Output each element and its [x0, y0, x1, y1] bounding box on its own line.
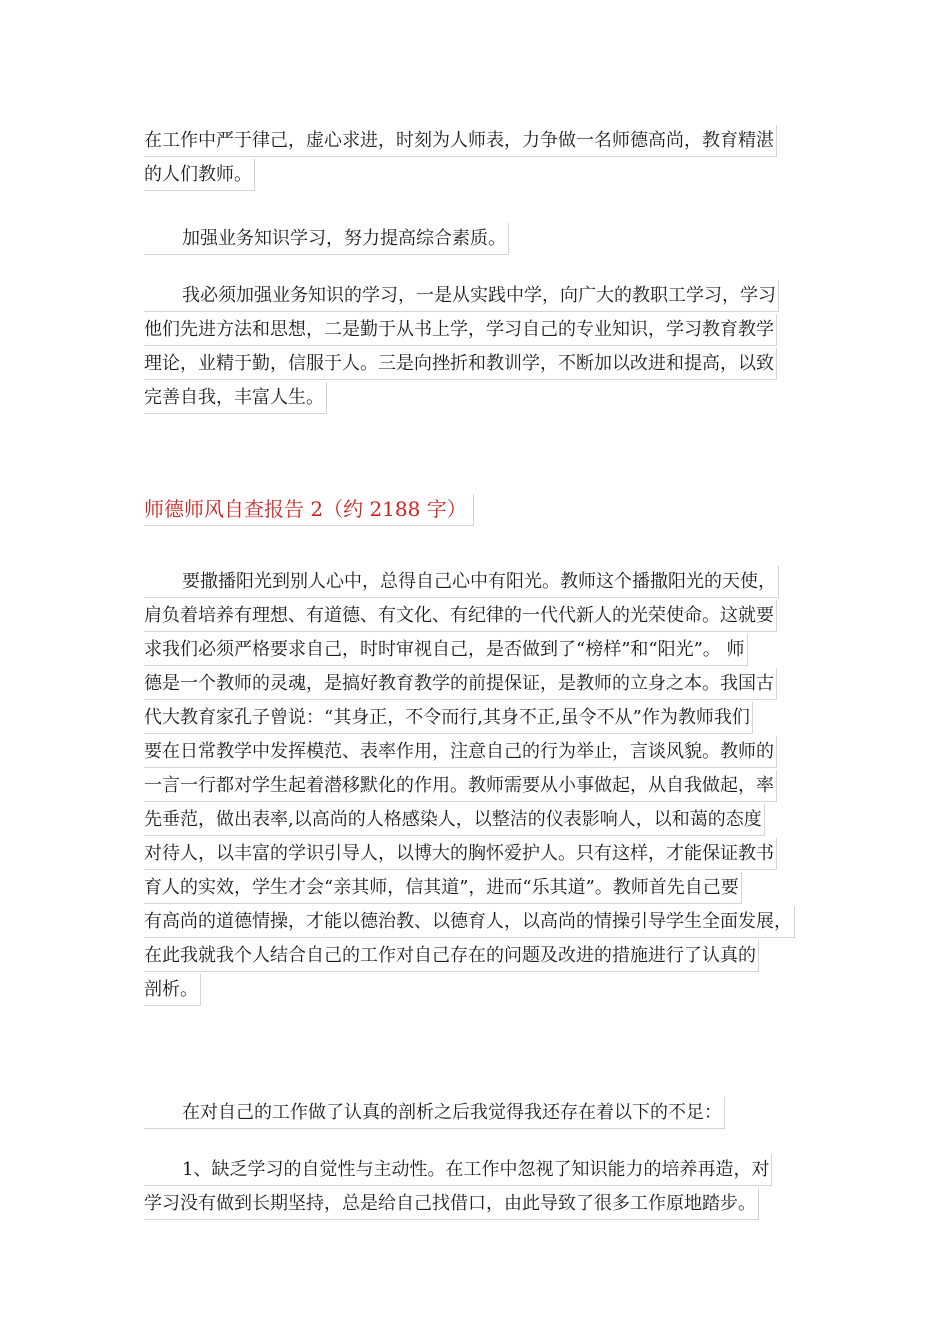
text-line: 在对自己的工作做了认真的剖析之后我觉得我还存在着以下的不足：: [144, 1096, 814, 1130]
text-line: 加强业务知识学习，努力提高综合素质。: [144, 222, 814, 256]
paragraph-6: [144, 1153, 814, 1221]
text-line: 对待人，以丰富的学识引导人，以博大的胸怀爱护人。只有这样，才能保证教书: [144, 837, 814, 871]
paragraph-3: [144, 279, 814, 415]
text-line: 在此我就我个人结合自己的工作对自己存在的问题及改进的措施进行了认真的: [144, 939, 814, 973]
text-line: 剖析。: [144, 973, 814, 1007]
text-line: 一言一行都对学生起着潜移默化的作用。教师需要从小事做起，从自我做起，率: [144, 769, 814, 803]
text-line: 理论，业精于勤，信服于人。三是向挫折和教训学，不断加以改进和提高，以致: [144, 347, 814, 381]
text-line: 德是一个教师的灵魂，是搞好教育教学的前提保证，是教师的立身之本。我国古: [144, 667, 814, 701]
paragraph-4: [144, 565, 814, 1007]
text-line: 学习没有做到长期坚持，总是给自己找借口，由此导致了很多工作原地踏步。: [144, 1187, 814, 1221]
text-line: 的人们教师。: [144, 158, 814, 192]
text-line: 我必须加强业务知识的学习，一是从实践中学，向广大的教职工学习，学习: [144, 279, 814, 313]
text-line: 求我们必须严格要求自己，时时审视自己，是否做到了“榜样”和“阳光”。 师: [144, 633, 814, 667]
text-line: 育人的实效，学生才会“亲其师，信其道”，进而“乐其道”。教师首先自己要: [144, 871, 814, 905]
text-line: 1、缺乏学习的自觉性与主动性。在工作中忽视了知识能力的培养再造，对: [144, 1153, 814, 1187]
paragraph-5: [144, 1096, 814, 1130]
text-line: 他们先进方法和思想，二是勤于从书上学，学习自己的专业知识，学习教育教学: [144, 313, 814, 347]
paragraph-1: [144, 124, 814, 192]
text-line: 先垂范，做出表率,以高尚的人格感染人，以整洁的仪表影响人，以和蔼的态度: [144, 803, 814, 837]
text-line: 肩负着培养有理想、有道德、有文化、有纪律的一代代新人的光荣使命。这就要: [144, 599, 814, 633]
text-line: 要在日常教学中发挥模范、表率作用，注意自己的行为举止，言谈风貌。教师的: [144, 735, 814, 769]
text-line: 有高尚的道德情操，才能以德治教、以德育人，以高尚的情操引导学生全面发展，: [144, 905, 814, 939]
paragraph-2: [144, 222, 814, 256]
text-line: 完善自我，丰富人生。: [144, 381, 814, 415]
text-line: 代大教育家孔子曾说：“其身正，不令而行,其身不正,虽令不从”作为教师我们: [144, 701, 814, 735]
text-line: 要撒播阳光到别人心中，总得自己心中有阳光。教师这个播撒阳光的天使，: [144, 565, 814, 599]
section-heading: 师德师风自查报告 2（约 2188 字）: [144, 494, 474, 526]
text-line: 在工作中严于律己，虚心求进，时刻为人师表，力争做一名师德高尚，教育精湛: [144, 124, 814, 158]
